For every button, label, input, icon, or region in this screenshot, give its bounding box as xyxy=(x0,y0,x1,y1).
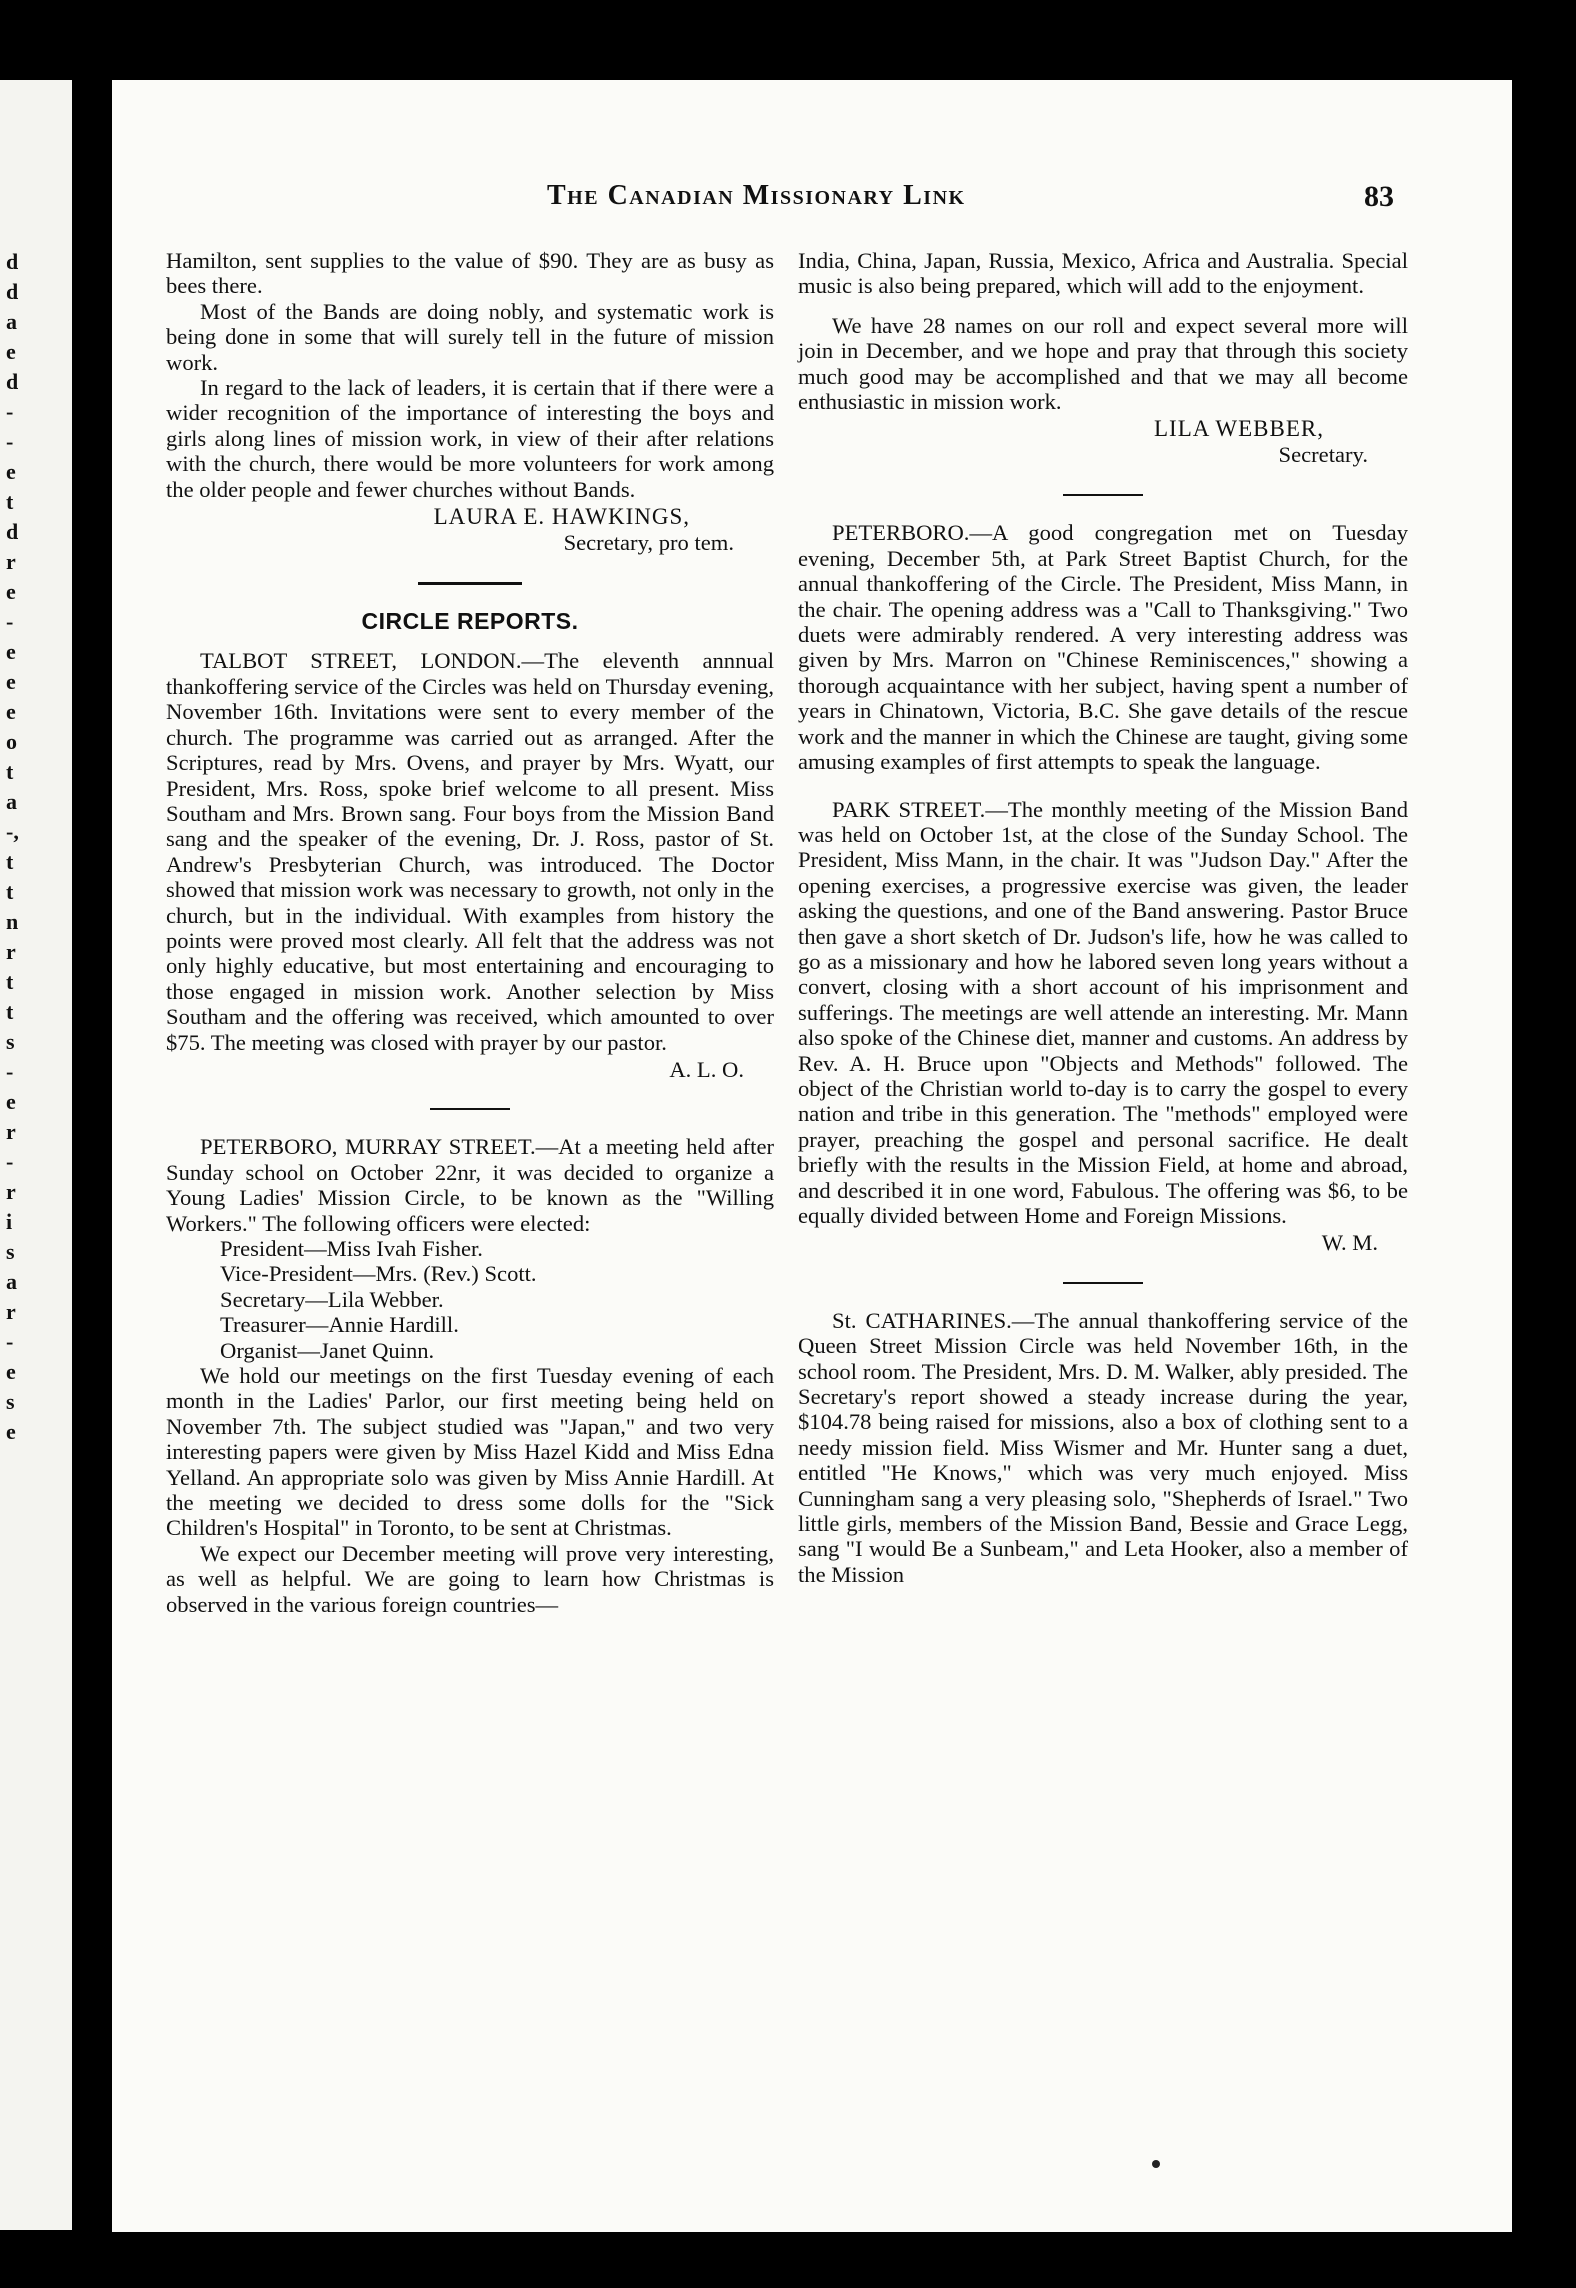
margin-fragment: r xyxy=(6,939,16,964)
margin-fragment: t xyxy=(6,849,14,874)
print-speck xyxy=(1152,2160,1160,2168)
report-paragraph-talbot: TALBOT STREET, LONDON.—The eleventh annnual thankoffering service of the Circles was held on Thursday evening, November 16th. Invitations were sent to every member of the church. The programme was carried out as arranged. After the Scriptures, read by Mrs. Ovens, and prayer by Mrs. Wyatt, our President, Mrs. Ross, spoke brief welcome to all present. Miss Southam and Mrs. Brown sang. Four boys from the Mission Band sang and the speaker of the evening, Dr. J. Ross, pastor of St. Andrew's Presbyterian Church, was introduced. The Doctor showed that mission work was necessary to growth, not only in the church, but in the individual. With examples from history the points were proved most clearly. All felt that the address was not only highly educative, but most entertaining and encouraging to those engaged in mission work. Another selection by Miss Southam and the offering was received, which amounted to over $75. The meeting was closed with prayer by our pastor. xyxy=(166,648,774,1055)
margin-fragment: r xyxy=(6,1119,16,1144)
margin-fragment: s xyxy=(6,1029,15,1054)
section-divider xyxy=(418,582,522,585)
officer-entry: Vice-President—Mrs. (Rev.) Scott. xyxy=(220,1261,537,1287)
margin-fragment: - xyxy=(6,429,14,454)
margin-fragment: e xyxy=(6,639,16,664)
margin-fragment: i xyxy=(6,1209,13,1234)
officer-entry: Treasurer—Annie Hardill. xyxy=(220,1312,459,1338)
margin-fragment: e xyxy=(6,579,16,604)
margin-fragment: t xyxy=(6,879,14,904)
margin-fragment: e xyxy=(6,1089,16,1114)
intro-paragraph: In regard to the lack of leaders, it is certain that if there were a wider recognition of the importance of interesting the boys and girls along lines of mission work, in view of their after relations with the church, there would be more volunteers for work among the older people and fewer churches without Bands. xyxy=(166,375,774,502)
margin-fragment: e xyxy=(6,459,16,484)
signature-name: LAURA E. HAWKINGS, xyxy=(433,504,690,530)
report-paragraph-peterboro: PETERBORO.—A good congregation met on Tuesday evening, December 5th, at Park Street Baptist Church, for the annual thankoffering of the Circle. The President, Miss Mann, in the chair. The opening address was a "Call to Thanksgiving." Two duets were admirably rendered. A very interesting address was given by Mrs. Marron on "Chinese Reminiscences," showing a thorough acquaintance with her subject, having spent a number of years in Chinatown, Victoria, B.C. She gave details of the rescue work and the manner in which the Chinese are taught, giving some amusing examples of first attempts to speak the language. xyxy=(798,520,1408,775)
margin-fragment: t xyxy=(6,999,14,1024)
intro-paragraph: Most of the Bands are doing nobly, and systematic work is being done in some that will surely tell in the future of mission work. xyxy=(166,298,774,375)
officer-entry: Secretary—Lila Webber. xyxy=(220,1286,444,1312)
margin-fragment: a xyxy=(6,309,17,334)
adjacent-page-margin xyxy=(0,80,72,2230)
margin-fragment: d xyxy=(6,519,19,544)
section-divider xyxy=(1063,1282,1143,1284)
signature-block xyxy=(798,416,1408,468)
officer-entry: President—Miss Ivah Fisher. xyxy=(220,1236,483,1261)
signature-block xyxy=(166,504,774,556)
intro-paragraph: Hamilton, sent supplies to the value of $90. They are as busy as bees there. xyxy=(166,248,774,299)
margin-fragment: s xyxy=(6,1389,15,1414)
margin-fragment: e xyxy=(6,669,16,694)
signature-role: Secretary, pro tem. xyxy=(563,530,734,556)
report-paragraph-murray: PETERBORO, MURRAY STREET.—At a meeting held after Sunday school on October 22nr, it was decided to organize a Young Ladies' Mission Circle, to be known as the "Willing Workers." The following officers were elected: xyxy=(166,1134,774,1236)
margin-fragment: t xyxy=(6,969,14,994)
margin-fragment: t xyxy=(6,759,14,784)
spacer xyxy=(798,775,1408,797)
report-signature: W. M. xyxy=(1321,1230,1378,1256)
margin-fragment: -, xyxy=(6,819,19,844)
report-paragraph-murray-3: We expect our December meeting will prove very interesting, as well as helpful. We are going to learn how Christmas is observed in the various foreign countries— xyxy=(166,1540,774,1617)
margin-fragment: r xyxy=(6,549,16,574)
margin-fragment: - xyxy=(6,609,14,634)
running-title: The Canadian Missionary Link xyxy=(547,180,966,211)
margin-fragment: e xyxy=(6,1419,16,1444)
left-column xyxy=(166,248,774,1617)
margin-fragment: - xyxy=(6,1329,14,1354)
report-paragraph-st-catharines: St. CATHARINES.—The annual thankoffering service of the Queen Street Mission Circle was held November 16th, in the school room. The President, Mrs. D. M. Walker, ably presided. The Secretary's report showed a steady increase during the year, $104.78 being raised for missions, also a box of clothing sent to a needy mission field. Miss Wismer and Mr. Hunter sang a duet, entitled "He Knows," which was very much enjoyed. Miss Cunningham sang a very pleasing solo, "Shepherds of Israel." Two little girls, members of the Mission Band, Bessie and Grace Legg, sang "I would Be a Sunbeam," and Leta Hooker, also a member of the Mission xyxy=(798,1307,1408,1587)
continued-paragraph: India, China, Japan, Russia, Mexico, Africa and Australia. Special music is also being prepared, which will add to the enjoyment. xyxy=(798,248,1408,299)
margin-fragment: - xyxy=(6,399,14,424)
margin-fragment: r xyxy=(6,1299,16,1324)
margin-fragment: s xyxy=(6,1239,15,1264)
section-divider xyxy=(430,1108,510,1110)
margin-fragment: d xyxy=(6,249,19,274)
margin-fragment: e xyxy=(6,1359,16,1384)
margin-fragment: a xyxy=(6,1269,17,1294)
report-signature: A. L. O. xyxy=(669,1056,744,1082)
margin-fragment: e xyxy=(6,339,16,364)
margin-fragment: t xyxy=(6,489,14,514)
margin-fragment: a xyxy=(6,789,17,814)
report-paragraph-murray-2: We hold our meetings on the first Tuesday evening of each month in the Ladies' Parlor, our first meeting being held on November 7th. The subject studied was "Japan," and two very interesting papers were given by Miss Hazel Kidd and Miss Edna Yelland. An appropriate solo was given by Miss Annie Hardill. At the meeting we decided to dress some dolls for the "Sick Children's Hospital" in Toronto, to be sent at Christmas. xyxy=(166,1363,774,1541)
roll-paragraph: We have 28 names on our roll and expect several more will join in December, and we hope and pray that through this society much good may be accomplished and that we may all become enthusiastic in mission work. xyxy=(798,312,1408,415)
officers-list xyxy=(166,1236,774,1363)
section-heading: CIRCLE REPORTS. xyxy=(361,608,579,635)
margin-fragment: n xyxy=(6,909,19,934)
signature-role: Secretary. xyxy=(1278,442,1368,468)
margin-fragment: d xyxy=(6,369,19,394)
margin-fragment: o xyxy=(6,729,17,754)
officer-entry: Organist—Janet Quinn. xyxy=(220,1337,435,1363)
signature-name: LILA WEBBER, xyxy=(1153,416,1324,442)
margin-fragment: - xyxy=(6,1059,14,1084)
spacer xyxy=(798,299,1408,313)
right-column xyxy=(798,248,1408,1587)
margin-fragment: r xyxy=(6,1179,16,1204)
margin-fragment: - xyxy=(6,1149,14,1174)
page-header xyxy=(112,180,1512,220)
margin-fragment: e xyxy=(6,699,16,724)
margin-fragment: d xyxy=(6,279,19,304)
document-page xyxy=(112,80,1512,2232)
page-number: 83 xyxy=(1364,180,1394,213)
section-divider xyxy=(1063,494,1143,496)
report-paragraph-park-street: PARK STREET.—The monthly meeting of the Mission Band was held on October 1st, at the close of the Sunday School. The President, Miss Mann, in the chair. It was "Judson Day." After the opening exercises, a progressive exercise was given, the leader asking the questions, and one of the Band answering. Pastor Bruce then gave a short sketch of Dr. Judson's life, how he was called to go as a missionary and how he labored seven long years without a convert, closing with a short account of his imprisonment and sufferings. The meetings are well attende an interesting. Mr. Mann also spoke of the Chinese diet, manner and customs. An address by Rev. A. H. Bruce upon "Objects and Methods" followed. The object of the Christian world to-day is to carry the gospel to every nation and tribe in this generation. The "methods" employed were prayer, preaching the gospel and personal sacrifice. He dealt briefly with the results in the Mission Field, at home and abroad, and described it in one word, Fabulous. The offering was $6, to be equally divided between Home and Foreign Missions. xyxy=(798,796,1408,1228)
